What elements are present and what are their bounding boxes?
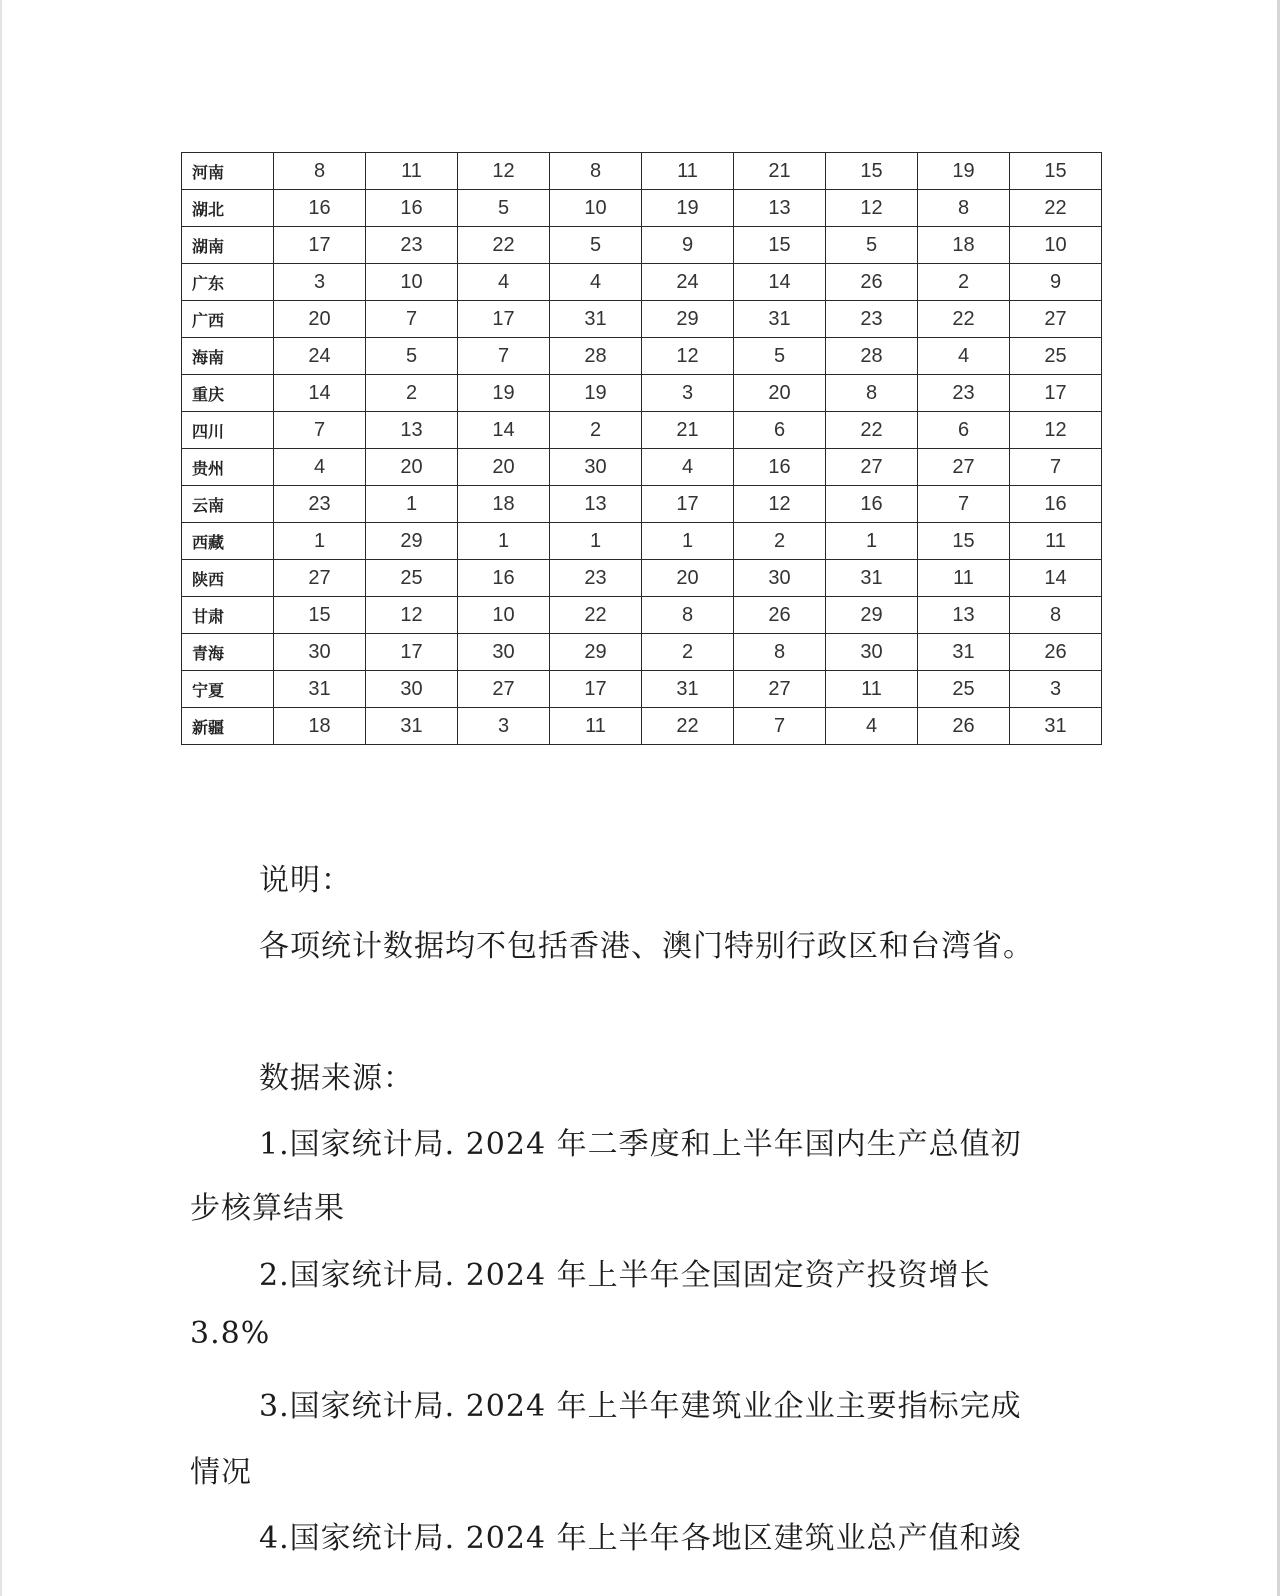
rank-value-cell: 31 — [642, 671, 734, 708]
region-name-cell: 新疆 — [182, 708, 274, 745]
rank-value-cell: 7 — [366, 301, 458, 338]
rank-value-cell: 22 — [1010, 190, 1102, 227]
rank-value-cell: 14 — [734, 264, 826, 301]
rank-value-cell: 19 — [642, 190, 734, 227]
rank-value-cell: 8 — [734, 634, 826, 671]
rank-value-cell: 29 — [550, 634, 642, 671]
rank-value-cell: 3 — [1010, 671, 1102, 708]
rank-value-cell: 16 — [274, 190, 366, 227]
rank-value-cell: 4 — [274, 449, 366, 486]
rank-value-cell: 10 — [550, 190, 642, 227]
rank-value-cell: 27 — [826, 449, 918, 486]
rank-value-cell: 6 — [918, 412, 1010, 449]
rank-value-cell: 20 — [734, 375, 826, 412]
rank-value-cell: 10 — [1010, 227, 1102, 264]
table-row — [182, 227, 1102, 264]
table-row — [182, 264, 1102, 301]
rank-value-cell: 5 — [550, 227, 642, 264]
region-name-cell: 广西 — [182, 301, 274, 338]
page-edge-left — [0, 0, 2, 1596]
rank-value-cell: 4 — [918, 338, 1010, 375]
rank-value-cell: 11 — [918, 560, 1010, 597]
rank-value-cell: 15 — [826, 153, 918, 190]
rank-value-cell: 1 — [366, 486, 458, 523]
region-name-cell: 云南 — [182, 486, 274, 523]
table-row — [182, 486, 1102, 523]
rank-value-cell: 25 — [918, 671, 1010, 708]
region-name-cell: 河南 — [182, 153, 274, 190]
region-name-cell: 西藏 — [182, 523, 274, 560]
table-row — [182, 153, 1102, 190]
rank-value-cell: 15 — [274, 597, 366, 634]
rank-value-cell: 4 — [642, 449, 734, 486]
rank-value-cell: 16 — [734, 449, 826, 486]
region-name-cell: 陕西 — [182, 560, 274, 597]
sources-heading: 数据来源： — [259, 1061, 414, 1096]
rank-value-cell: 24 — [642, 264, 734, 301]
rank-value-cell: 17 — [1010, 375, 1102, 412]
source-item-2-line1: 2.国家统计局. 2024 年上半年全国固定资产投资增长 — [259, 1258, 991, 1293]
rank-value-cell: 10 — [458, 597, 550, 634]
rank-value-cell: 8 — [642, 597, 734, 634]
rank-value-cell: 29 — [366, 523, 458, 560]
rank-value-cell: 23 — [550, 560, 642, 597]
rank-value-cell: 30 — [734, 560, 826, 597]
rank-value-cell: 22 — [826, 412, 918, 449]
rank-value-cell: 19 — [918, 153, 1010, 190]
rank-value-cell: 23 — [274, 486, 366, 523]
rank-value-cell: 1 — [642, 523, 734, 560]
table-row — [182, 375, 1102, 412]
rank-value-cell: 18 — [458, 486, 550, 523]
rank-value-cell: 21 — [734, 153, 826, 190]
rank-value-cell: 6 — [734, 412, 826, 449]
rank-value-cell: 1 — [826, 523, 918, 560]
rank-value-cell: 30 — [550, 449, 642, 486]
rank-value-cell: 2 — [918, 264, 1010, 301]
table-row — [182, 560, 1102, 597]
rank-value-cell: 31 — [550, 301, 642, 338]
rank-value-cell: 17 — [550, 671, 642, 708]
rank-value-cell: 31 — [366, 708, 458, 745]
rank-value-cell: 2 — [550, 412, 642, 449]
rank-value-cell: 18 — [274, 708, 366, 745]
rank-value-cell: 24 — [274, 338, 366, 375]
rank-value-cell: 13 — [918, 597, 1010, 634]
rank-value-cell: 20 — [366, 449, 458, 486]
rank-value-cell: 10 — [366, 264, 458, 301]
rank-value-cell: 2 — [734, 523, 826, 560]
rank-value-cell: 3 — [642, 375, 734, 412]
rank-value-cell: 20 — [274, 301, 366, 338]
rank-value-cell: 12 — [1010, 412, 1102, 449]
rank-value-cell: 30 — [366, 671, 458, 708]
table-row — [182, 671, 1102, 708]
rank-value-cell: 20 — [458, 449, 550, 486]
rank-value-cell: 17 — [642, 486, 734, 523]
rank-value-cell: 31 — [734, 301, 826, 338]
rank-value-cell: 27 — [918, 449, 1010, 486]
region-name-cell: 湖北 — [182, 190, 274, 227]
rank-value-cell: 27 — [274, 560, 366, 597]
rank-value-cell: 25 — [366, 560, 458, 597]
source-item-3-line2: 情况 — [190, 1455, 252, 1490]
rank-value-cell: 22 — [550, 597, 642, 634]
rank-value-cell: 20 — [642, 560, 734, 597]
rank-value-cell: 15 — [1010, 153, 1102, 190]
rank-value-cell: 17 — [366, 634, 458, 671]
rank-value-cell: 12 — [826, 190, 918, 227]
rank-value-cell: 4 — [826, 708, 918, 745]
rank-value-cell: 23 — [826, 301, 918, 338]
rank-value-cell: 23 — [918, 375, 1010, 412]
rank-value-cell: 12 — [734, 486, 826, 523]
table-row — [182, 412, 1102, 449]
rank-value-cell: 7 — [734, 708, 826, 745]
rank-value-cell: 3 — [458, 708, 550, 745]
table-row — [182, 190, 1102, 227]
rank-value-cell: 27 — [1010, 301, 1102, 338]
region-name-cell: 贵州 — [182, 449, 274, 486]
rank-value-cell: 8 — [826, 375, 918, 412]
rank-value-cell: 26 — [918, 708, 1010, 745]
rank-value-cell: 7 — [274, 412, 366, 449]
region-name-cell: 湖南 — [182, 227, 274, 264]
rank-value-cell: 11 — [550, 708, 642, 745]
rank-value-cell: 7 — [1010, 449, 1102, 486]
rank-value-cell: 7 — [458, 338, 550, 375]
rank-value-cell: 5 — [458, 190, 550, 227]
rank-value-cell: 8 — [1010, 597, 1102, 634]
rank-value-cell: 27 — [458, 671, 550, 708]
rank-value-cell: 11 — [642, 153, 734, 190]
table-body — [182, 153, 1102, 745]
rank-value-cell: 28 — [550, 338, 642, 375]
rank-value-cell: 3 — [274, 264, 366, 301]
rank-value-cell: 11 — [366, 153, 458, 190]
notes-text: 各项统计数据均不包括香港、澳门特别行政区和台湾省。 — [259, 929, 1034, 964]
region-name-cell: 海南 — [182, 338, 274, 375]
rank-value-cell: 30 — [826, 634, 918, 671]
source-item-2-line2: 3.8% — [190, 1316, 271, 1351]
table-row — [182, 301, 1102, 338]
rank-value-cell: 5 — [826, 227, 918, 264]
rank-value-cell: 31 — [274, 671, 366, 708]
rank-value-cell: 8 — [550, 153, 642, 190]
rank-value-cell: 18 — [918, 227, 1010, 264]
rank-value-cell: 26 — [826, 264, 918, 301]
rank-value-cell: 30 — [274, 634, 366, 671]
rank-value-cell: 12 — [366, 597, 458, 634]
region-name-cell: 重庆 — [182, 375, 274, 412]
table-row — [182, 449, 1102, 486]
rank-value-cell: 1 — [274, 523, 366, 560]
rank-value-cell: 7 — [918, 486, 1010, 523]
rank-value-cell: 22 — [458, 227, 550, 264]
rank-value-cell: 14 — [1010, 560, 1102, 597]
table-row — [182, 634, 1102, 671]
rank-value-cell: 9 — [642, 227, 734, 264]
rank-value-cell: 8 — [918, 190, 1010, 227]
rank-value-cell: 16 — [1010, 486, 1102, 523]
rank-value-cell: 1 — [550, 523, 642, 560]
table-row — [182, 597, 1102, 634]
rank-value-cell: 31 — [918, 634, 1010, 671]
rank-value-cell: 29 — [642, 301, 734, 338]
source-item-1-line1: 1.国家统计局. 2024 年二季度和上半年国内生产总值初 — [259, 1127, 1022, 1162]
rank-value-cell: 16 — [826, 486, 918, 523]
rank-value-cell: 29 — [826, 597, 918, 634]
rank-value-cell: 17 — [458, 301, 550, 338]
rank-value-cell: 2 — [642, 634, 734, 671]
source-item-3-line1: 3.国家统计局. 2024 年上半年建筑业企业主要指标完成 — [259, 1389, 1022, 1424]
region-ranking-table — [181, 152, 1102, 745]
rank-value-cell: 25 — [1010, 338, 1102, 375]
rank-value-cell: 12 — [642, 338, 734, 375]
rank-value-cell: 21 — [642, 412, 734, 449]
region-name-cell: 甘肃 — [182, 597, 274, 634]
table-row — [182, 523, 1102, 560]
rank-value-cell: 22 — [642, 708, 734, 745]
rank-value-cell: 22 — [918, 301, 1010, 338]
rank-value-cell: 11 — [826, 671, 918, 708]
rank-value-cell: 23 — [366, 227, 458, 264]
notes-heading: 说明： — [259, 863, 352, 898]
rank-value-cell: 16 — [458, 560, 550, 597]
rank-value-cell: 26 — [734, 597, 826, 634]
rank-value-cell: 16 — [366, 190, 458, 227]
table-row — [182, 338, 1102, 375]
rank-value-cell: 17 — [274, 227, 366, 264]
rank-value-cell: 15 — [734, 227, 826, 264]
rank-value-cell: 26 — [1010, 634, 1102, 671]
source-item-4-line1: 4.国家统计局. 2024 年上半年各地区建筑业总产值和竣 — [259, 1521, 1022, 1556]
source-item-1-line2: 步核算结果 — [190, 1191, 345, 1226]
rank-value-cell: 12 — [458, 153, 550, 190]
region-name-cell: 宁夏 — [182, 671, 274, 708]
rank-value-cell: 13 — [366, 412, 458, 449]
rank-value-cell: 14 — [274, 375, 366, 412]
rank-value-cell: 14 — [458, 412, 550, 449]
region-name-cell: 四川 — [182, 412, 274, 449]
rank-value-cell: 11 — [1010, 523, 1102, 560]
rank-value-cell: 31 — [826, 560, 918, 597]
region-name-cell: 广东 — [182, 264, 274, 301]
rank-value-cell: 28 — [826, 338, 918, 375]
rank-value-cell: 2 — [366, 375, 458, 412]
rank-value-cell: 19 — [550, 375, 642, 412]
rank-value-cell: 4 — [550, 264, 642, 301]
rank-value-cell: 13 — [550, 486, 642, 523]
rank-value-cell: 27 — [734, 671, 826, 708]
rank-value-cell: 15 — [918, 523, 1010, 560]
rank-value-cell: 19 — [458, 375, 550, 412]
rank-value-cell: 1 — [458, 523, 550, 560]
rank-value-cell: 30 — [458, 634, 550, 671]
region-name-cell: 青海 — [182, 634, 274, 671]
rank-value-cell: 4 — [458, 264, 550, 301]
table-row — [182, 708, 1102, 745]
rank-value-cell: 9 — [1010, 264, 1102, 301]
rank-value-cell: 31 — [1010, 708, 1102, 745]
rank-value-cell: 5 — [366, 338, 458, 375]
rank-value-cell: 13 — [734, 190, 826, 227]
rank-value-cell: 8 — [274, 153, 366, 190]
rank-value-cell: 5 — [734, 338, 826, 375]
